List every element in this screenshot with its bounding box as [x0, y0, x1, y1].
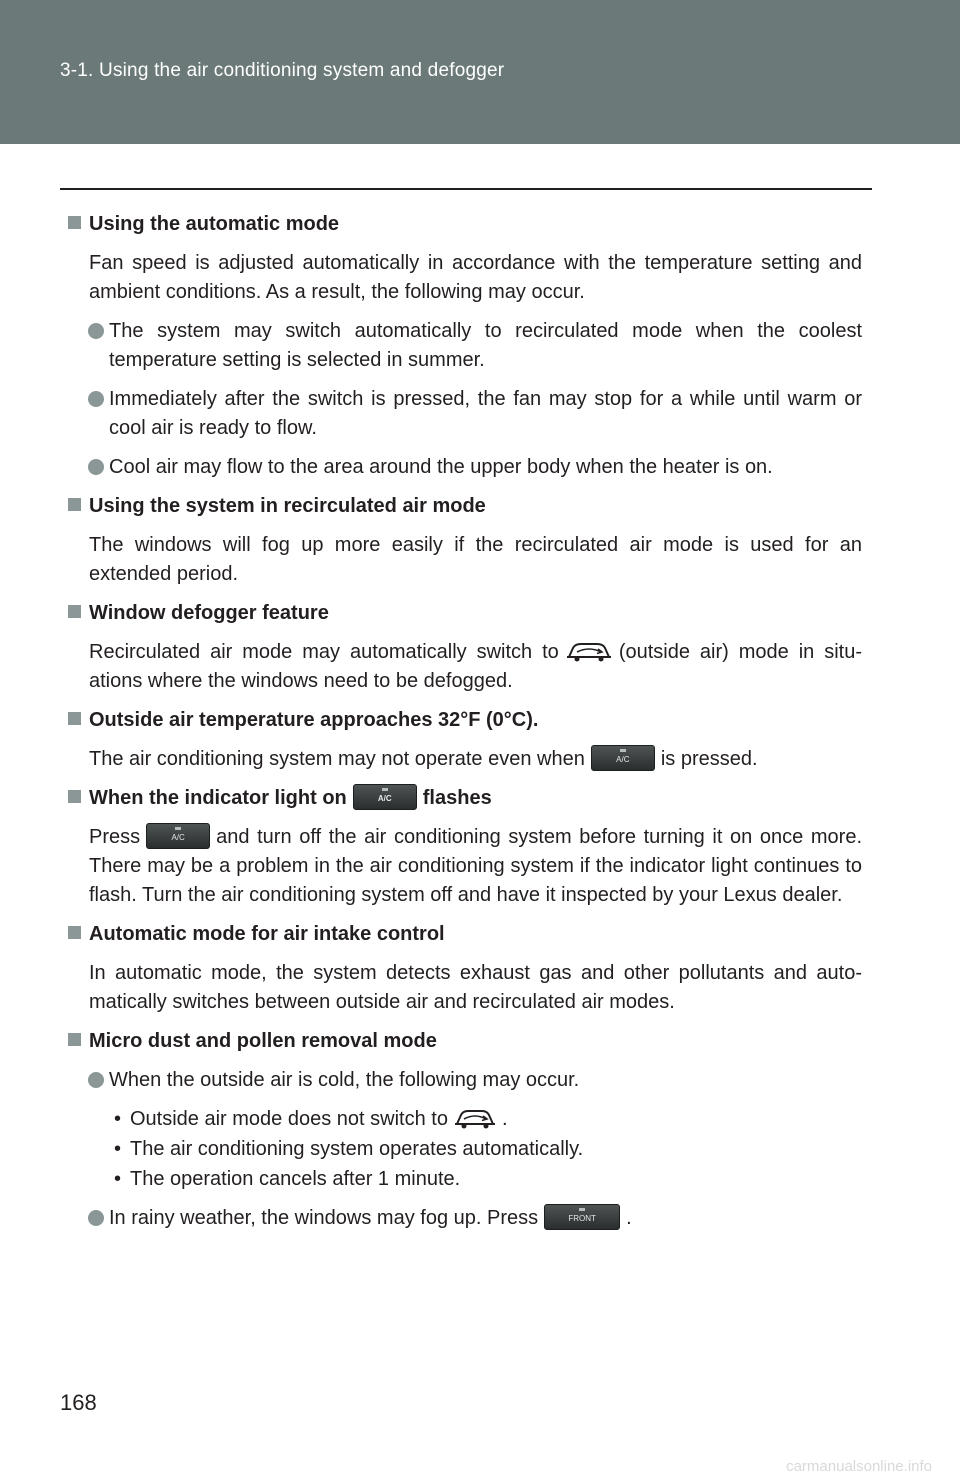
- bullet-text: The system may switch automatically to recirculated mode when the coolest temperature setting is selected in summer.: [109, 320, 862, 371]
- bullet-item: [109, 453, 862, 482]
- bullet-item: [109, 317, 862, 375]
- paragraph-indicator-flashes: [89, 823, 862, 910]
- front-button-label: FRONT: [568, 1214, 596, 1223]
- heading-text: When the indicator light on: [89, 787, 347, 809]
- square-bullet-icon: [68, 926, 81, 939]
- bullet-item: [109, 385, 862, 443]
- header-rule: [60, 188, 872, 190]
- text-segment: (outside air) mode in situ- ations where the windows need to be defogged.: [89, 641, 862, 692]
- ac-button-icon: [591, 745, 655, 771]
- watermark: carmanualsonline.info: [786, 1458, 932, 1475]
- round-bullet-icon: [88, 391, 104, 407]
- bullet-text: Cool air may flow to the area around the upper body when the heater is on.: [109, 456, 773, 478]
- section-header-title: 3-1. Using the air conditioning system and defogger: [60, 60, 505, 81]
- page-number: 168: [60, 1390, 97, 1415]
- heading-outside-temperature: [68, 706, 862, 735]
- heading-text: Using the automatic mode: [89, 213, 340, 235]
- paragraph-automatic-mode: Fan speed is adjusted automatically in accordance with the temperature setting and ambient conditions. As a result, the following may occur.: [89, 252, 862, 303]
- page-content: [68, 210, 862, 1243]
- middle-dot: •: [114, 1168, 122, 1190]
- heading-text: flashes: [422, 787, 492, 809]
- round-bullet-icon: [88, 323, 104, 339]
- text-segment: Press: [89, 826, 141, 848]
- indicator-led: [382, 788, 388, 791]
- text-segment: Recirculated air mode may automatically switch to: [89, 641, 559, 663]
- heading-recirculated-mode: [68, 492, 862, 521]
- heading-text: Micro dust and pollen removal mode: [89, 1030, 437, 1052]
- text-segment: In rainy weather, the windows may fog up. Press: [109, 1207, 539, 1229]
- round-bullet-icon: [88, 459, 104, 475]
- middle-dot: •: [114, 1138, 122, 1160]
- header-band: [0, 0, 960, 144]
- square-bullet-icon: [68, 498, 81, 511]
- text-segment: .: [501, 1108, 508, 1130]
- text-segment: is pressed.: [660, 748, 758, 770]
- heading-text: Using the system in recirculated air mode: [89, 495, 486, 517]
- text-segment: and turn off the air conditioning system before turning it on once more. There may be a problem in the air conditioning system if the indicator light continues to flash. Turn the air conditioning system off and have it inspected by your Lexus dealer.: [89, 826, 862, 906]
- text-segment: The air conditioning system operates automatically.: [130, 1138, 584, 1160]
- paragraph-outside-temperature: [89, 745, 862, 774]
- heading-air-intake-control: [68, 920, 862, 949]
- round-bullet-icon: [88, 1210, 104, 1226]
- indicator-led: [175, 827, 181, 830]
- heading-automatic-mode: [68, 210, 862, 239]
- text-segment: Outside air mode does not switch to: [130, 1108, 448, 1130]
- paragraph-window-defogger: [89, 638, 862, 696]
- indicator-led: [620, 749, 626, 752]
- sub-list-item: [114, 1165, 862, 1194]
- middle-dot: •: [114, 1108, 122, 1130]
- heading-window-defogger: [68, 599, 862, 628]
- front-defroster-button-icon: [544, 1204, 620, 1230]
- text-segment: The operation cancels after 1 minute.: [130, 1168, 461, 1190]
- bullet-item: [109, 1066, 862, 1095]
- square-bullet-icon: [68, 790, 81, 803]
- text-segment: The air conditioning system may not operate even when: [89, 748, 585, 770]
- heading-text: Window defogger feature: [89, 602, 329, 624]
- indicator-led: [579, 1208, 585, 1211]
- square-bullet-icon: [68, 1033, 81, 1046]
- ac-button-label: A/C: [616, 755, 630, 764]
- ac-button-icon: [146, 823, 210, 849]
- outside-air-icon: [452, 1105, 498, 1131]
- sub-list-item: [114, 1105, 862, 1134]
- heading-micro-dust-removal: [68, 1027, 862, 1056]
- ac-button-icon: [353, 784, 417, 810]
- ac-button-label: A/C: [171, 833, 185, 842]
- bullet-text: When the outside air is cold, the following may occur.: [109, 1069, 580, 1091]
- paragraph-air-intake-control: In automatic mode, the system detects exhaust gas and other pollutants and auto- matically switches between outside air and recirculated air modes.: [89, 962, 862, 1013]
- heading-text: Outside air temperature approaches 32°F (0°C).: [89, 709, 539, 731]
- bullet-text: Immediately after the switch is pressed, the fan may stop for a while until warm or cool air is ready to flow.: [109, 388, 862, 439]
- outside-air-icon: [563, 638, 615, 664]
- heading-text: Automatic mode for air intake control: [89, 923, 445, 945]
- heading-indicator-flashes: [68, 784, 862, 813]
- ac-button-label: A/C: [377, 794, 392, 803]
- text-segment: .: [626, 1207, 632, 1229]
- square-bullet-icon: [68, 712, 81, 725]
- square-bullet-icon: [68, 216, 81, 229]
- square-bullet-icon: [68, 605, 81, 618]
- round-bullet-icon: [88, 1072, 104, 1088]
- paragraph-recirculated-mode: The windows will fog up more easily if the recirculated air mode is used for an extended period.: [89, 534, 862, 585]
- sub-list-item: [114, 1135, 862, 1164]
- bullet-item: [109, 1204, 862, 1233]
